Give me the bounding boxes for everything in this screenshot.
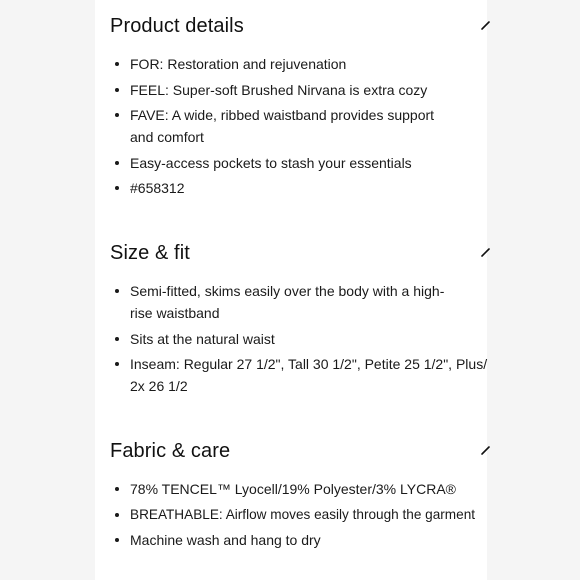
list-item: BREATHABLE: Airflow moves easily through the garment: [110, 504, 488, 526]
fabric-care-section: [110, 440, 490, 548]
list-item: Easy-access pockets to stash your essentials: [110, 152, 488, 174]
list-item: Semi-fitted, skims easily over the body with a high-rise waistband: [110, 280, 488, 324]
list-item: FOR: Restoration and rejuvenation: [110, 53, 488, 75]
collapse-icon[interactable]: [478, 244, 494, 260]
size-fit-title: Size & fit: [110, 242, 190, 264]
list-item: Sits at the natural waist: [110, 328, 488, 350]
product-details-header[interactable]: [110, 15, 490, 45]
fabric-care-header[interactable]: [110, 440, 490, 470]
size-fit-section: [110, 242, 490, 394]
list-item: 78% TENCEL™ Lyocell/19% Polyester/3% LYCRA®: [110, 478, 488, 500]
list-item: Machine wash and hang to dry: [110, 529, 488, 551]
fabric-care-list: [110, 478, 488, 555]
product-details-title: Product details: [110, 15, 244, 37]
list-item: Inseam: Regular 27 1/2", Tall 30 1/2", Petite 25 1/2", Plus/ 2x 26 1/2: [110, 353, 488, 397]
collapse-icon[interactable]: [478, 17, 494, 33]
list-item: FEEL: Super-soft Brushed Nirvana is extra cozy: [110, 79, 488, 101]
list-item: #658312: [110, 177, 488, 199]
product-details-list: [110, 53, 488, 203]
collapse-icon[interactable]: [478, 442, 494, 458]
list-item: FAVE: A wide, ribbed waistband provides support and comfort: [110, 104, 488, 148]
product-details-section: [110, 15, 490, 196]
fabric-care-title: Fabric & care: [110, 440, 231, 462]
size-fit-header[interactable]: [110, 242, 490, 272]
size-fit-list: [110, 280, 488, 401]
